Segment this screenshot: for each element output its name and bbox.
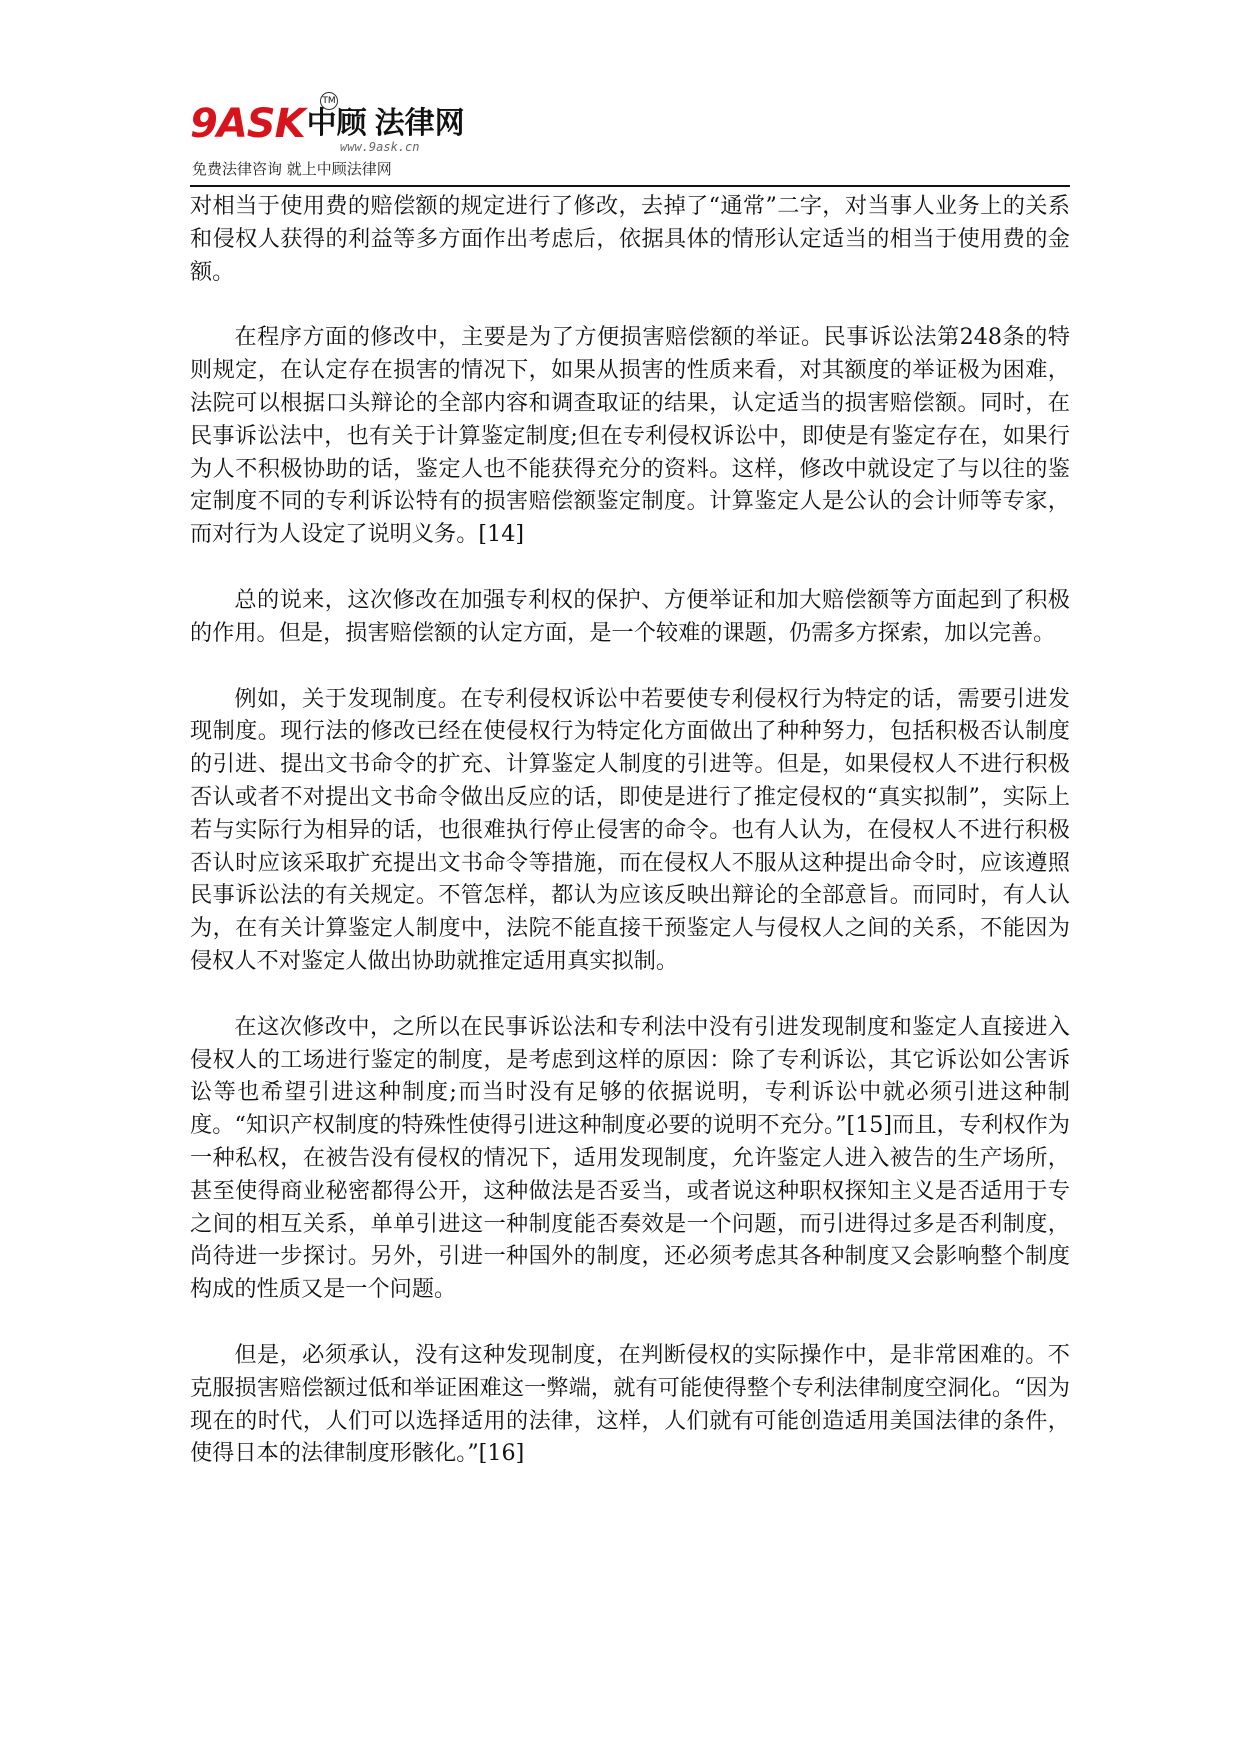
paragraph: 例如，关于发现制度。在专利侵权诉讼中若要使专利侵权行为特定的话，需要引进发现制度。现行法的修改已经在使侵权行为特定化方面做出了种种努力，包括积极否认制度的引进、提出文书命令的扩充、计算鉴定人制度的引进等。但是，如果侵权人不进行积极否认或者不对提出文书命令做出反应的话，即使是进行了推定侵权的“真实拟制”，实际上若与实际行为相异的话，也很难执行停止侵害的命令。也有人认为，在侵权人不进行积极否认时应该采取扩充提出文书命令等措施，而在侵权人不服从这种提出命令时，应该遵照民事诉讼法的有关规定。不管怎样，都认为应该反映出辩论的全部意旨。而同时，有人认为，在有关计算鉴定人制度中，法院不能直接干预鉴定人与侵权人之间的关系，不能因为侵权人不对鉴定人做出协助就推定适用真实拟制。 [190,685,1070,974]
trademark-badge: TM [320,92,338,110]
paragraph: 总的说来，这次修改在加强专利权的保护、方便举证和加大赔偿额等方面起到了积极的作用。但是，损害赔偿额的认定方面，是一个较难的课题，仍需多方探索，加以完善。 [190,586,1070,646]
site-slogan: 免费法律咨询 就上中顾法律网 [192,160,392,178]
paragraph: 在程序方面的修改中，主要是为了方便损害赔偿额的举证。民事诉讼法第248条的特则规定，在认定存在损害的情况下，如果从损害的性质来看，对其额度的举证极为困难，法院可以根据口头辩论的全部内容和调查取证的结果，认定适当的损害赔偿额。同时，在民事诉讼法中，也有关于计算鉴定制度;但在专利侵权诉讼中，即使是有鉴定存在，如果行为人不积极协助的话，鉴定人也不能获得充分的资料。这样，修改中就设定了与以往的鉴定制度不同的专利诉讼特有的损害赔偿额鉴定制度。计算鉴定人是公认的会计师等专家，而对行为人设定了说明义务。[14] [190,324,1070,548]
site-url: www.9ask.cn [340,140,420,154]
paragraph: 但是，必须承认，没有这种发现制度，在判断侵权的实际操作中，是非常困难的。不克服损害赔偿额过低和举证困难这一弊端，就有可能使得整个专利法律制度空洞化。“因为现在的时代，人们可以选择适用的法律，这样，人们就有可能创造适用美国法律的条件，使得日本的法律制度形骸化。”[16] [190,1341,1070,1467]
logo-falvwang-text: 法律网 [374,106,465,141]
paragraph: 对相当于使用费的赔偿额的规定进行了修改，去掉了“通常”二字，对当事人业务上的关系和侵权人获得的利益等多方面作出考虑后，依据具体的情形认定适当的相当于使用费的金额。 [190,193,1070,285]
logo-9ask-text: 9ASK [190,101,305,147]
header-divider [190,185,1070,187]
article-body [190,190,1070,1503]
paragraph: 在这次修改中，之所以在民事诉讼法和专利法中没有引进发现制度和鉴定人直接进入侵权人的工场进行鉴定的制度，是考虑到这样的原因：除了专利诉讼，其它诉讼如公害诉讼等也希望引进这种制度;而当时没有足够的依据说明，专利诉讼中就必须引进这种制度。“知识产权制度的特殊性使得引进这种制度必要的说明不充分。”[15]而且，专利权作为一种私权，在被告没有侵权的情况下，适用发现制度，允许鉴定人进入被告的生产场所，甚至使得商业秘密都得公开，这种做法是否妥当，或者说这种职权探知主义是否适用于专之间的相互关系，单单引进这一种制度能否奏效是一个问题，而引进得过多是否利制度，尚待进一步探讨。另外，引进一种国外的制度，还必须考虑其各种制度又会影响整个制度构成的性质又是一个问题。 [190,1013,1070,1303]
logo-zhonggu-text: 中顾 [306,106,367,141]
page-header [190,92,1070,184]
